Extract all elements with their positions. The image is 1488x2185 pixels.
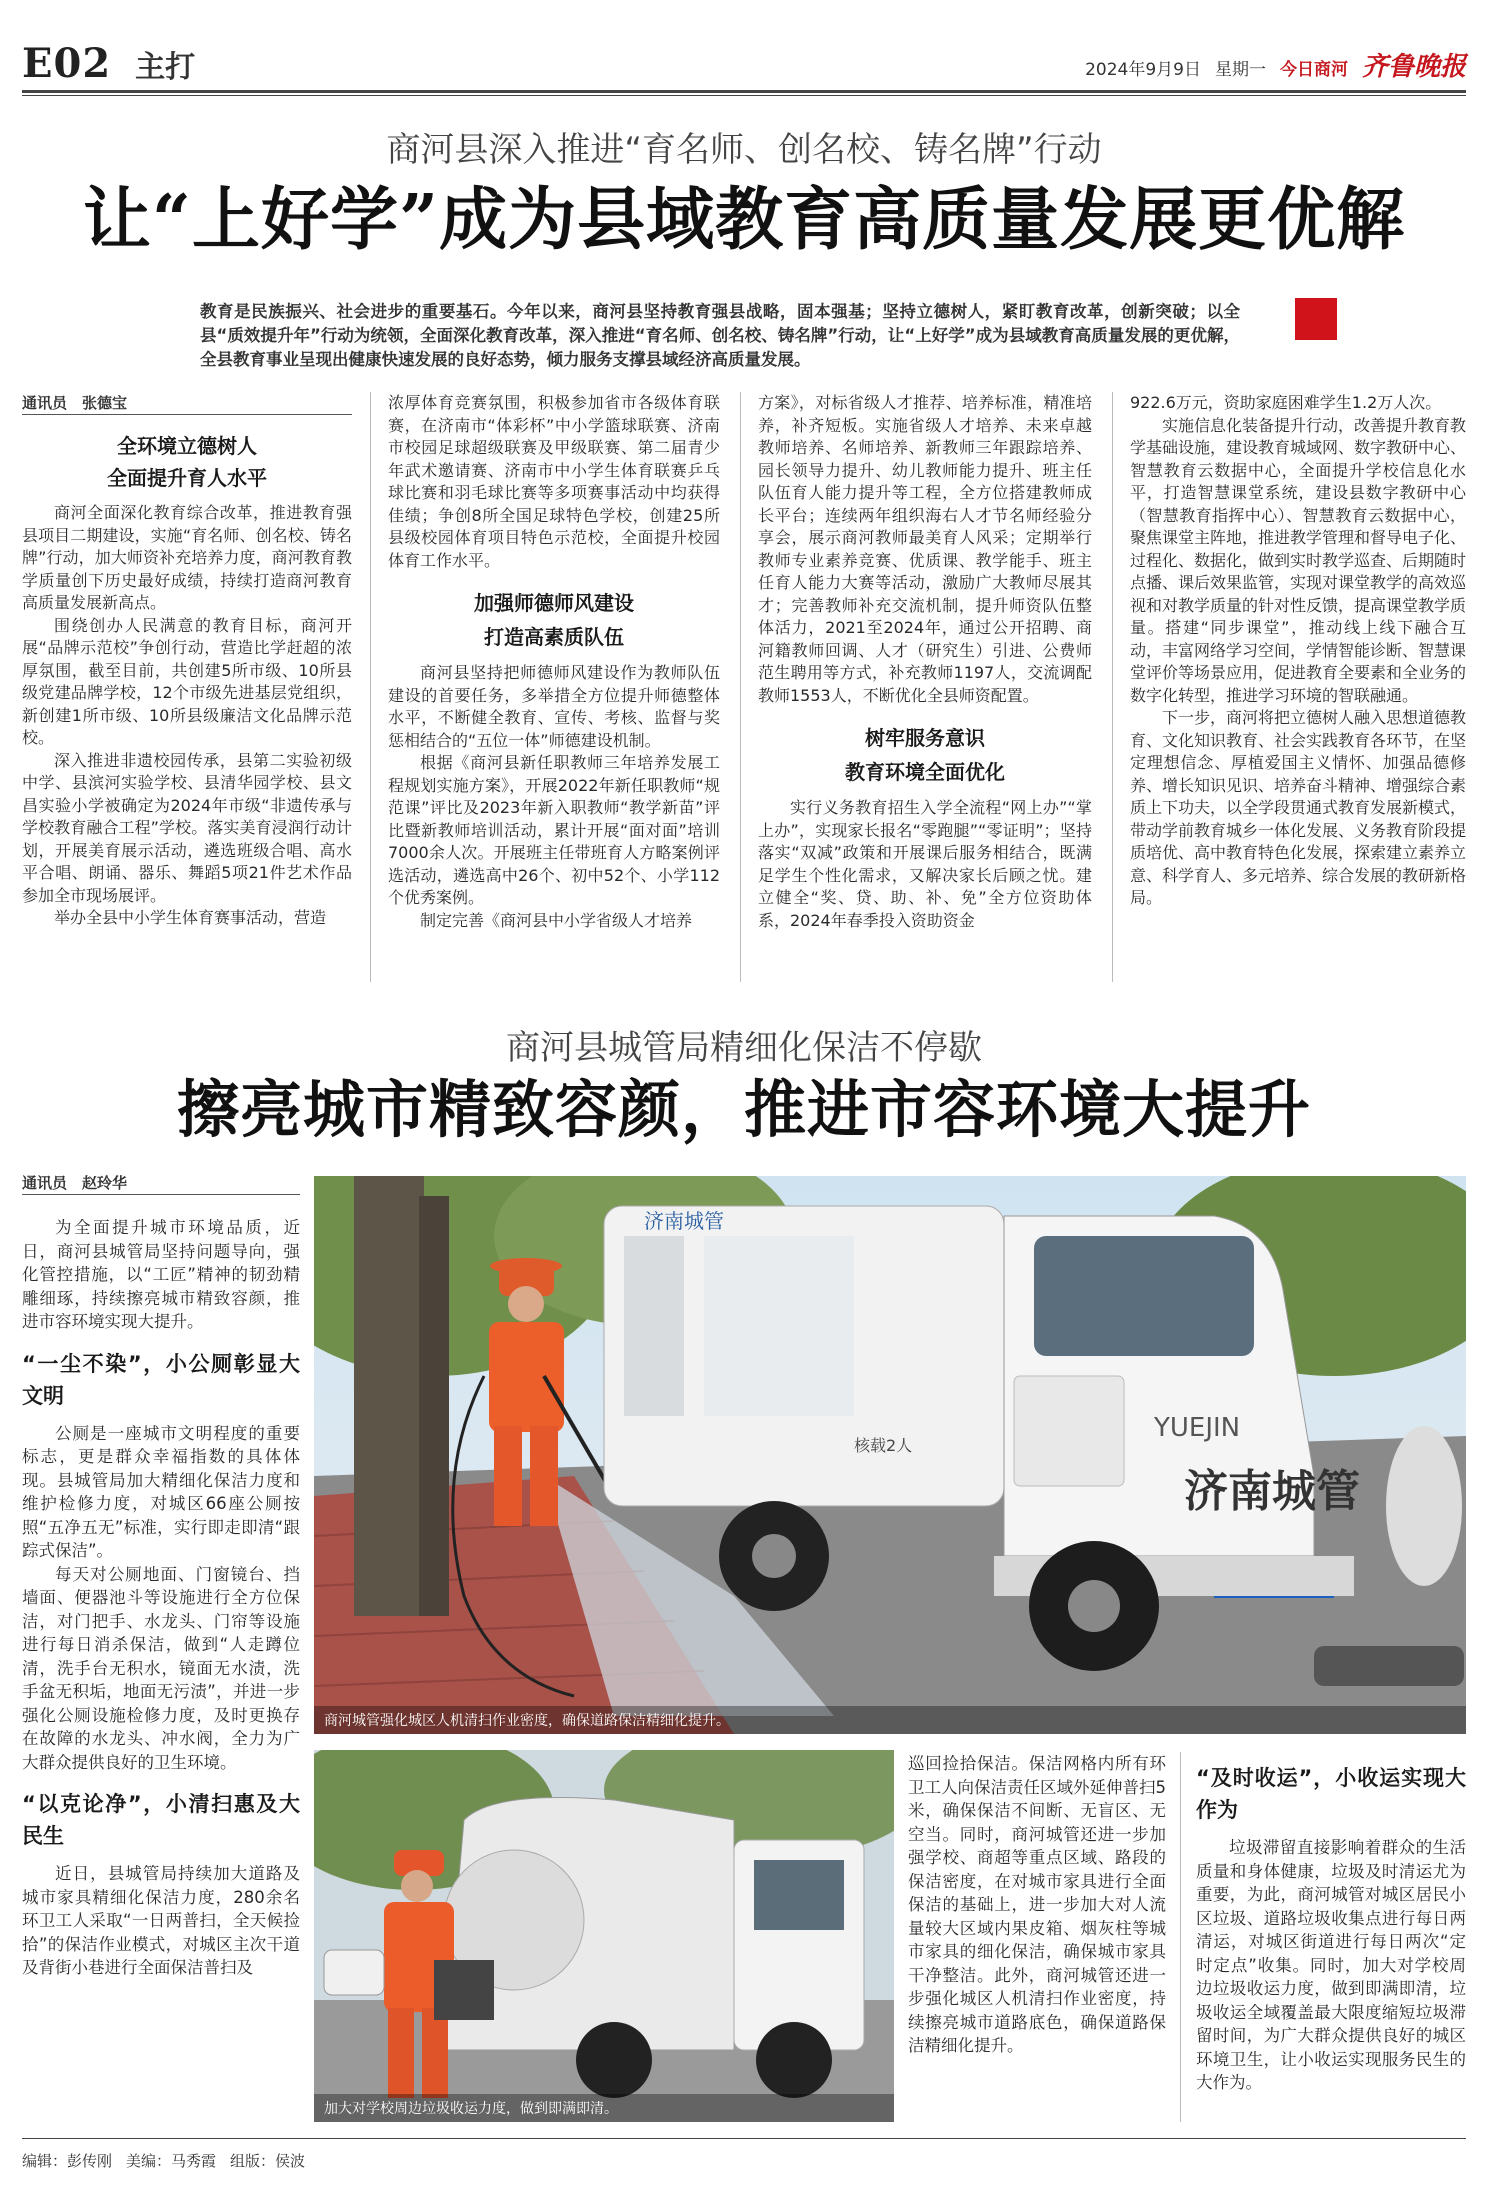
article1-kicker: 商河县深入推进“育名师、创名校、铸名牌”行动 bbox=[386, 130, 1102, 170]
garbage-truck-illustration bbox=[314, 1750, 894, 2122]
editor-credit: 编辑：彭传刚 bbox=[22, 2152, 113, 2170]
photo-caption: 商河城管强化城区人机清扫作业密度，确保道路保洁精细化提升。 bbox=[314, 1706, 1466, 1734]
column-separator bbox=[740, 392, 741, 982]
article1-column-3 bbox=[758, 392, 1092, 932]
article1-byline: 通讯员 张德宝 bbox=[22, 394, 128, 412]
paragraph: 实行义务教育招生入学全流程“网上办”“掌上办”，实现家长报名“零跑腿”“零证明”；坚持落实“双减”政策和开展课后服务相结合，既满足学生个性化需求，又解决家长后顾之忧。建立健全“奖、贷、助、补、免”全方位资助体系，2024年春季投入资助资金 bbox=[758, 798, 1092, 930]
photo-garbage-collection bbox=[314, 1750, 894, 2122]
paragraph: 商河县坚持把师德师风建设作为教师队伍建设的首要任务，多举措全方位提升师德整体水平，不断健全教育、宣传、考核、监督与奖惩相结合的“五位一体”师德建设机制。 bbox=[388, 663, 720, 750]
article1-column-1 bbox=[22, 430, 352, 930]
photo-caption: 加大对学校周边垃圾收运力度，做到即满即清。 bbox=[314, 2094, 894, 2122]
subheading bbox=[22, 430, 352, 494]
article1-column-4 bbox=[1130, 392, 1466, 910]
subheading: “一尘不染”，小公厕彰显大文明 bbox=[22, 1351, 300, 1408]
header-rule bbox=[22, 90, 1466, 93]
paragraph: 浓厚体育竞赛氛围，积极参加省市各级体育联赛，在济南市“体彩杯”中小学篮球联赛、济南市校园足球超级联赛及甲级联赛、第二届青少年武术邀请赛、济南市中小学生体育联赛乒乓球比赛和羽毛球比赛等多项赛事活动中均获得佳绩；争创8所全国足球特色学校，创建25所县级校园体育项目特色示范校，全面提升校园体育工作水平。 bbox=[388, 393, 720, 570]
subheading-line: 全面提升育人水平 bbox=[107, 466, 267, 490]
issue-date: 2024年9月9日 bbox=[1085, 60, 1201, 80]
paragraph: 近日，县城管局持续加大道路及城市家具精细化保洁力度，280余名环卫工人采取“一日两普扫，全天候捡拾”的保洁作业模式，对城区主次干道及背街小巷进行全面保洁普扫及 bbox=[22, 1864, 300, 1977]
page-header-left bbox=[22, 40, 195, 87]
paragraph: 方案》，对标省级人才推荐、培养标准，精准培养，补齐短板。实施省级人才培养、未来卓越教师培养、名师培养、新教师三年跟踪培养、园长领导力提升、幼儿教师能力提升、班主任队伍育人能力提升等工程，全方位搭建教师成长平台；连续两年组织海右人才节名师经验分享会，展示商河教师最美育人风采；定期举行教师专业素养竞赛、优质课、教学能手、班主任育人能力大赛等活动，激励广大教师尽展其才；完善教师补充交流机制，提升师资队伍整体活力，2021至2024年，通过公开招聘、商河籍教师回调、人才（研究生）引进、公费师范生聘用等方式，补充教师1197人，交流调配教师1553人，不断优化全县师资配置。 bbox=[758, 393, 1092, 705]
page-footer bbox=[22, 2150, 305, 2171]
art-credit: 美编：马秀霞 bbox=[126, 2152, 217, 2170]
truck-top-label: 济南城管 bbox=[644, 1209, 724, 1233]
paragraph: 垃圾滞留直接影响着群众的生活质量和身体健康，垃圾及时清运尤为重要，为此，商河城管对城区居民小区垃圾、道路垃圾收集点进行每日两清运，对城区街道进行每日两次“定时定点”收集。同时，加大对学校周边垃圾收运力度，做到即满即清，垃圾收运全域覆盖最大限度缩短垃圾滞留时间，为广大群众提供良好的城区环境卫生，让小收运实现服务民生的大作为。 bbox=[1196, 1838, 1466, 2092]
article1-lead: 教育是民族振兴、社会进步的重要基石。今年以来，商河县坚持教育强县战略，固本强基；坚持立德树人，紧盯教育改革，创新突破；以全县“质效提升年”行动为统领，全面深化教育改革，深入推进“育名师、创名校、铸名牌”行动，让“上好学”成为县域教育高质量发展的更优解，全县教育事业呈现出健康快速发展的良好态势，倾力服务支撑县域经济高质量发展。 bbox=[200, 302, 1240, 369]
paragraph: 实施信息化装备提升行动，改善提升教育教学基础设施，建设教育城域网、数字教研中心、智慧教育云数据中心，全面提升学校信息化水平，打造智慧课堂系统，建设县数字教研中心（智慧教育指挥中心）、智慧教育云数据中心，聚焦课堂主阵地，推进教学管理和督导电子化、过程化、数据化，做到实时教学巡查、后期随时点播、课后效果监管，实现对课堂教学的高效巡视和对教学质量的针对性反馈，提高课堂教学质量。搭建“同步课堂”，推动线上线下融合互动，丰富网络学习空间，学情智能诊断、智慧课堂评价等场景应用，促进教育全要素和全业务的数字化转型，推进学习环境的智联融通。 bbox=[1130, 415, 1467, 705]
column-separator bbox=[370, 392, 371, 982]
decor-red-square bbox=[1295, 298, 1337, 340]
paragraph: 922.6万元，资助家庭困难学生1.2万人次。 bbox=[1130, 393, 1442, 412]
street-cleaning-illustration bbox=[314, 1176, 1466, 1734]
article2-column-2 bbox=[908, 1752, 1166, 2058]
subheading-line: 教育环境全面优化 bbox=[845, 760, 1005, 784]
byline-rule bbox=[22, 1194, 300, 1195]
truck-door-plaque: 核载2人 bbox=[854, 1436, 913, 1455]
truck-door-label: 济南城管 bbox=[1184, 1466, 1360, 1517]
truck-brand-label: YUEJIN bbox=[1154, 1413, 1241, 1443]
header-rule-thin bbox=[22, 95, 1466, 96]
page-header-right bbox=[1085, 46, 1466, 83]
subheading: “及时收运”，小收运实现大作为 bbox=[1196, 1766, 1466, 1822]
paragraph: 为全面提升城市环境品质，近日，商河县城管局坚持问题导向，强化管控措施，以“工匠”精神的韧劲精雕细琢，持续擦亮城市精致容颜，推进市容环境实现大提升。 bbox=[22, 1218, 300, 1331]
paragraph: 深入推进非遗校园传承，县第二实验初级中学、县滨河实验学校、县清华园学校、县文昌实验小学被确定为2024年市级“非遗传承与学校教育融合工程”学校。落实美育浸润行动计划，开展美育展示活动，遴选班级合唱、高水平合唱、朗诵、器乐、舞蹈5项21件艺术作品参加全市现场展评。 bbox=[22, 750, 352, 905]
subheading-line: 打造高素质队伍 bbox=[484, 625, 624, 649]
column-separator bbox=[1112, 392, 1113, 982]
subheading-line: 加强师德师风建设 bbox=[474, 591, 634, 615]
subheading-line: 树牢服务意识 bbox=[865, 726, 985, 750]
paragraph: 每天对公厕地面、门窗镜台、挡墙面、便器池斗等设施进行全方位保洁，对门把手、水龙头、门帘等设施进行每日消杀保洁，做到“人走蹲位清，洗手台无积水，镜面无水渍，洗手盆无积垢，地面无污渍”，并进一步强化公厕设施检修力度，及时更换存在故障的水龙头、冲水阀，全力为广大群众提供良好的卫生环境。 bbox=[22, 1564, 300, 1772]
byline-rule bbox=[22, 414, 352, 415]
issue-weekday: 星期一 bbox=[1214, 60, 1266, 80]
paragraph: 根据《商河县新任职教师三年培养发展工程规划实施方案》，开展2022年新任职教师“规范课”评比及2023年新入职教师“教学新苗”评比暨新教师培训活动，累计开展“面对面”培训7000余人次。开展班主任带班育人方略案例评选活动，遴选高中26个、初中52个、小学112个优秀案例。 bbox=[388, 753, 720, 907]
paragraph: 举办全县中小学生体育赛事活动，营造 bbox=[54, 908, 327, 927]
article1-column-2 bbox=[388, 392, 720, 932]
paragraph: 围绕创办人民满意的教育目标，商河开展“品牌示范校”争创行动，营造比学赶超的浓厚氛围，截至目前，共创建5所市级、10所县级党建品牌学校，12个市级先进基层党组织，新创建1所市级、10所县级廉洁文化品牌示范校。 bbox=[22, 615, 352, 747]
column-separator bbox=[1180, 1752, 1181, 2122]
paragraph: 下一步，商河将把立德树人融入思想道德教育、文化知识教育、社会实践教育各环节，在坚定理想信念、厚植爱国主义情怀、加强品德修养、增长知识见识、培养奋斗精神、增强综合素质上下功夫，以全学段贯通式教育发展新模式，带动学前教育城乡一体化发展、义务教育阶段提质培优、高中教育特色化发展，探索建立素养立意、科学育人、多元培养、综合发展的教研新格局。 bbox=[1130, 708, 1467, 907]
article2-column-3 bbox=[1196, 1752, 1466, 2095]
paragraph: 商河全面深化教育综合改革，推进教育强县项目二期建设，实施“育名师、创名校、铸名牌”行动，加大师资补充培养力度，商河教育教学质量创下历史最好成绩，持续打造商河教育高质量发展新高点。 bbox=[22, 503, 352, 612]
subheading bbox=[388, 586, 720, 654]
subheading bbox=[758, 721, 1092, 789]
article2-byline: 通讯员 赵玲华 bbox=[22, 1174, 128, 1192]
subheading: “以克论净”，小清扫惠及大民生 bbox=[22, 1792, 300, 1848]
paragraph: 制定完善《商河县中小学省级人才培养 bbox=[420, 910, 693, 930]
photo-street-cleaning bbox=[314, 1176, 1466, 1734]
footer-rule bbox=[22, 2138, 1466, 2139]
layout-credit: 组版：侯波 bbox=[230, 2152, 306, 2170]
edition-name: 今日商河 bbox=[1279, 60, 1348, 80]
page-number: E02 bbox=[22, 40, 112, 87]
paragraph: 公厕是一座城市文明程度的重要标志，更是群众幸福指数的具体体现。县城管局加大精细化保洁力度和维护检修力度，对城区66座公厕按照“五净五无”标准，实行即走即清“跟踪式保洁”。 bbox=[22, 1423, 300, 1560]
subheading-line: 全环境立德树人 bbox=[117, 434, 257, 458]
section-name: 主打 bbox=[135, 50, 196, 85]
article2-kicker: 商河县城管局精细化保洁不停歇 bbox=[506, 1028, 982, 1068]
paragraph: 巡回捡拾保洁。保洁网格内所有环卫工人向保洁责任区域外延伸普扫5米，确保保洁不间断、无盲区、无空当。同时，商河城管还进一步加强学校、商超等重点区域、路段的保洁密度，在对城市家具进行全面保洁的基础上，进一步加大对人流量较大区域内果皮箱、烟灰柱等城市家具的细化保洁，确保城市家具干净整洁。此外，商河城管还进一步强化城区人机清扫作业密度，持续擦亮城市道路底色，确保道路保洁精细化提升。 bbox=[908, 1754, 1166, 2055]
newspaper-logo: 齐鲁晚报 bbox=[1361, 52, 1466, 82]
article2-headline: 擦亮城市精致容颜，推进市容环境大提升 bbox=[176, 1073, 1311, 1146]
article2-column-1 bbox=[22, 1216, 300, 1980]
article1-headline: 让“上好学”成为县域教育高质量发展更优解 bbox=[82, 180, 1406, 260]
